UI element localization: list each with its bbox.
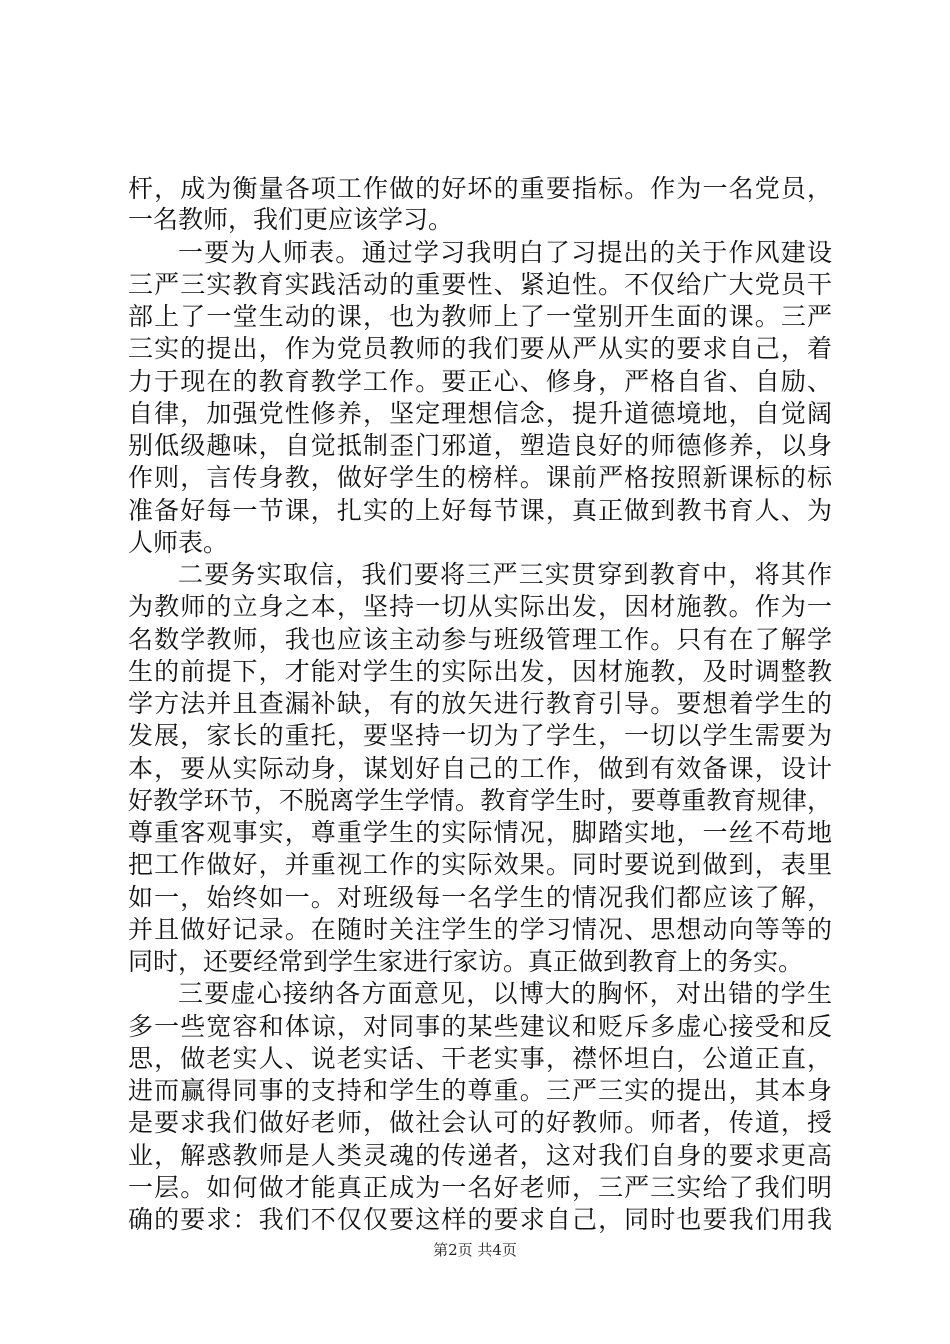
text-line: 发展，家长的重托，要坚持一切为了学生，一切以学生需要为 bbox=[128, 721, 832, 750]
text-line: 业，解惑教师是人类灵魂的传递者，这对我们自身的要求更高 bbox=[128, 1141, 832, 1170]
text-line: 三严三实教育实践活动的重要性、紧迫性。不仅给广大党员干 bbox=[128, 270, 832, 299]
text-line: 进而赢得同事的支持和学生的尊重。三严三实的提出，其本身 bbox=[128, 1076, 832, 1105]
text-line: 把工作做好，并重视工作的实际效果。同时要说到做到，表里 bbox=[128, 850, 832, 879]
text-line: 本，要从实际动身，谋划好自己的工作，做到有效备课，设计 bbox=[128, 754, 832, 783]
text-line: 三实的提出，作为党员教师的我们要从严从实的要求自己，着 bbox=[128, 334, 832, 363]
text-line: 一层。如何做才能真正成为一名好老师，三严三实给了我们明 bbox=[128, 1173, 832, 1202]
text-line: 自律，加强党性修养，坚定理想信念，提升道德境地，自觉阔 bbox=[128, 399, 832, 428]
text-line: 同时，还要经常到学生家进行家访。真正做到教育上的务实。 bbox=[128, 947, 804, 976]
text-line: 三要虚心接纳各方面意见，以博大的胸怀，对出错的学生 bbox=[178, 979, 832, 1008]
text-line: 力于现在的教育教学工作。要正心、修身，严格自省、自励、 bbox=[128, 367, 832, 396]
text-line: 名数学教师，我也应该主动参与班级管理工作。只有在了解学 bbox=[128, 625, 832, 654]
text-line: 多一些宽容和体谅，对同事的某些建议和贬斥多虚心接受和反 bbox=[128, 1012, 832, 1041]
text-line: 准备好每一节课，扎实的上好每节课，真正做到教书育人、为 bbox=[128, 496, 832, 525]
text-line: 部上了一堂生动的课，也为教师上了一堂别开生面的课。三严 bbox=[128, 302, 832, 331]
text-line: 杆，成为衡量各项工作做的好坏的重要指标。作为一名党员， bbox=[128, 174, 832, 203]
text-line: 思，做老实人、说老实话、干老实事，襟怀坦白，公道正直， bbox=[128, 1044, 832, 1073]
text-line: 为教师的立身之本，坚持一切从实际出发，因材施教。作为一 bbox=[128, 592, 832, 621]
page-number: 第2页 共4页 bbox=[433, 1241, 517, 1259]
text-line: 确的要求：我们不仅仅要这样的要求自己，同时也要我们用我 bbox=[128, 1205, 832, 1234]
text-line: 二要务实取信，我们要将三严三实贯穿到教育中，将其作 bbox=[178, 560, 832, 589]
text-line: 作则，言传身教，做好学生的榜样。课前严格按照新课标的标 bbox=[128, 463, 832, 492]
text-line: 并且做好记录。在随时关注学生的学习情况、思想动向等等的 bbox=[128, 915, 832, 944]
text-line: 学方法并且查漏补缺，有的放矢进行教育引导。要想着学生的 bbox=[128, 689, 832, 718]
text-line: 一要为人师表。通过学习我明白了习提出的关于作风建设 bbox=[178, 238, 832, 267]
text-line: 生的前提下，才能对学生的实际出发，因材施教，及时调整教 bbox=[128, 657, 832, 686]
text-line: 人师表。 bbox=[128, 528, 229, 557]
text-line: 别低级趣味，自觉抵制歪门邪道，塑造良好的师德修养，以身 bbox=[128, 431, 832, 460]
text-line: 尊重客观事实，尊重学生的实际情况，脚踏实地，一丝不苟地 bbox=[128, 818, 832, 847]
text-line: 好教学环节，不脱离学生学情。教育学生时，要尊重教育规律， bbox=[128, 786, 832, 815]
text-line: 如一，始终如一。对班级每一名学生的情况我们都应该了解， bbox=[128, 883, 832, 912]
text-line: 是要求我们做好老师，做社会认可的好教师。师者，传道，授 bbox=[128, 1108, 832, 1137]
text-line: 一名教师，我们更应该学习。 bbox=[128, 205, 454, 234]
